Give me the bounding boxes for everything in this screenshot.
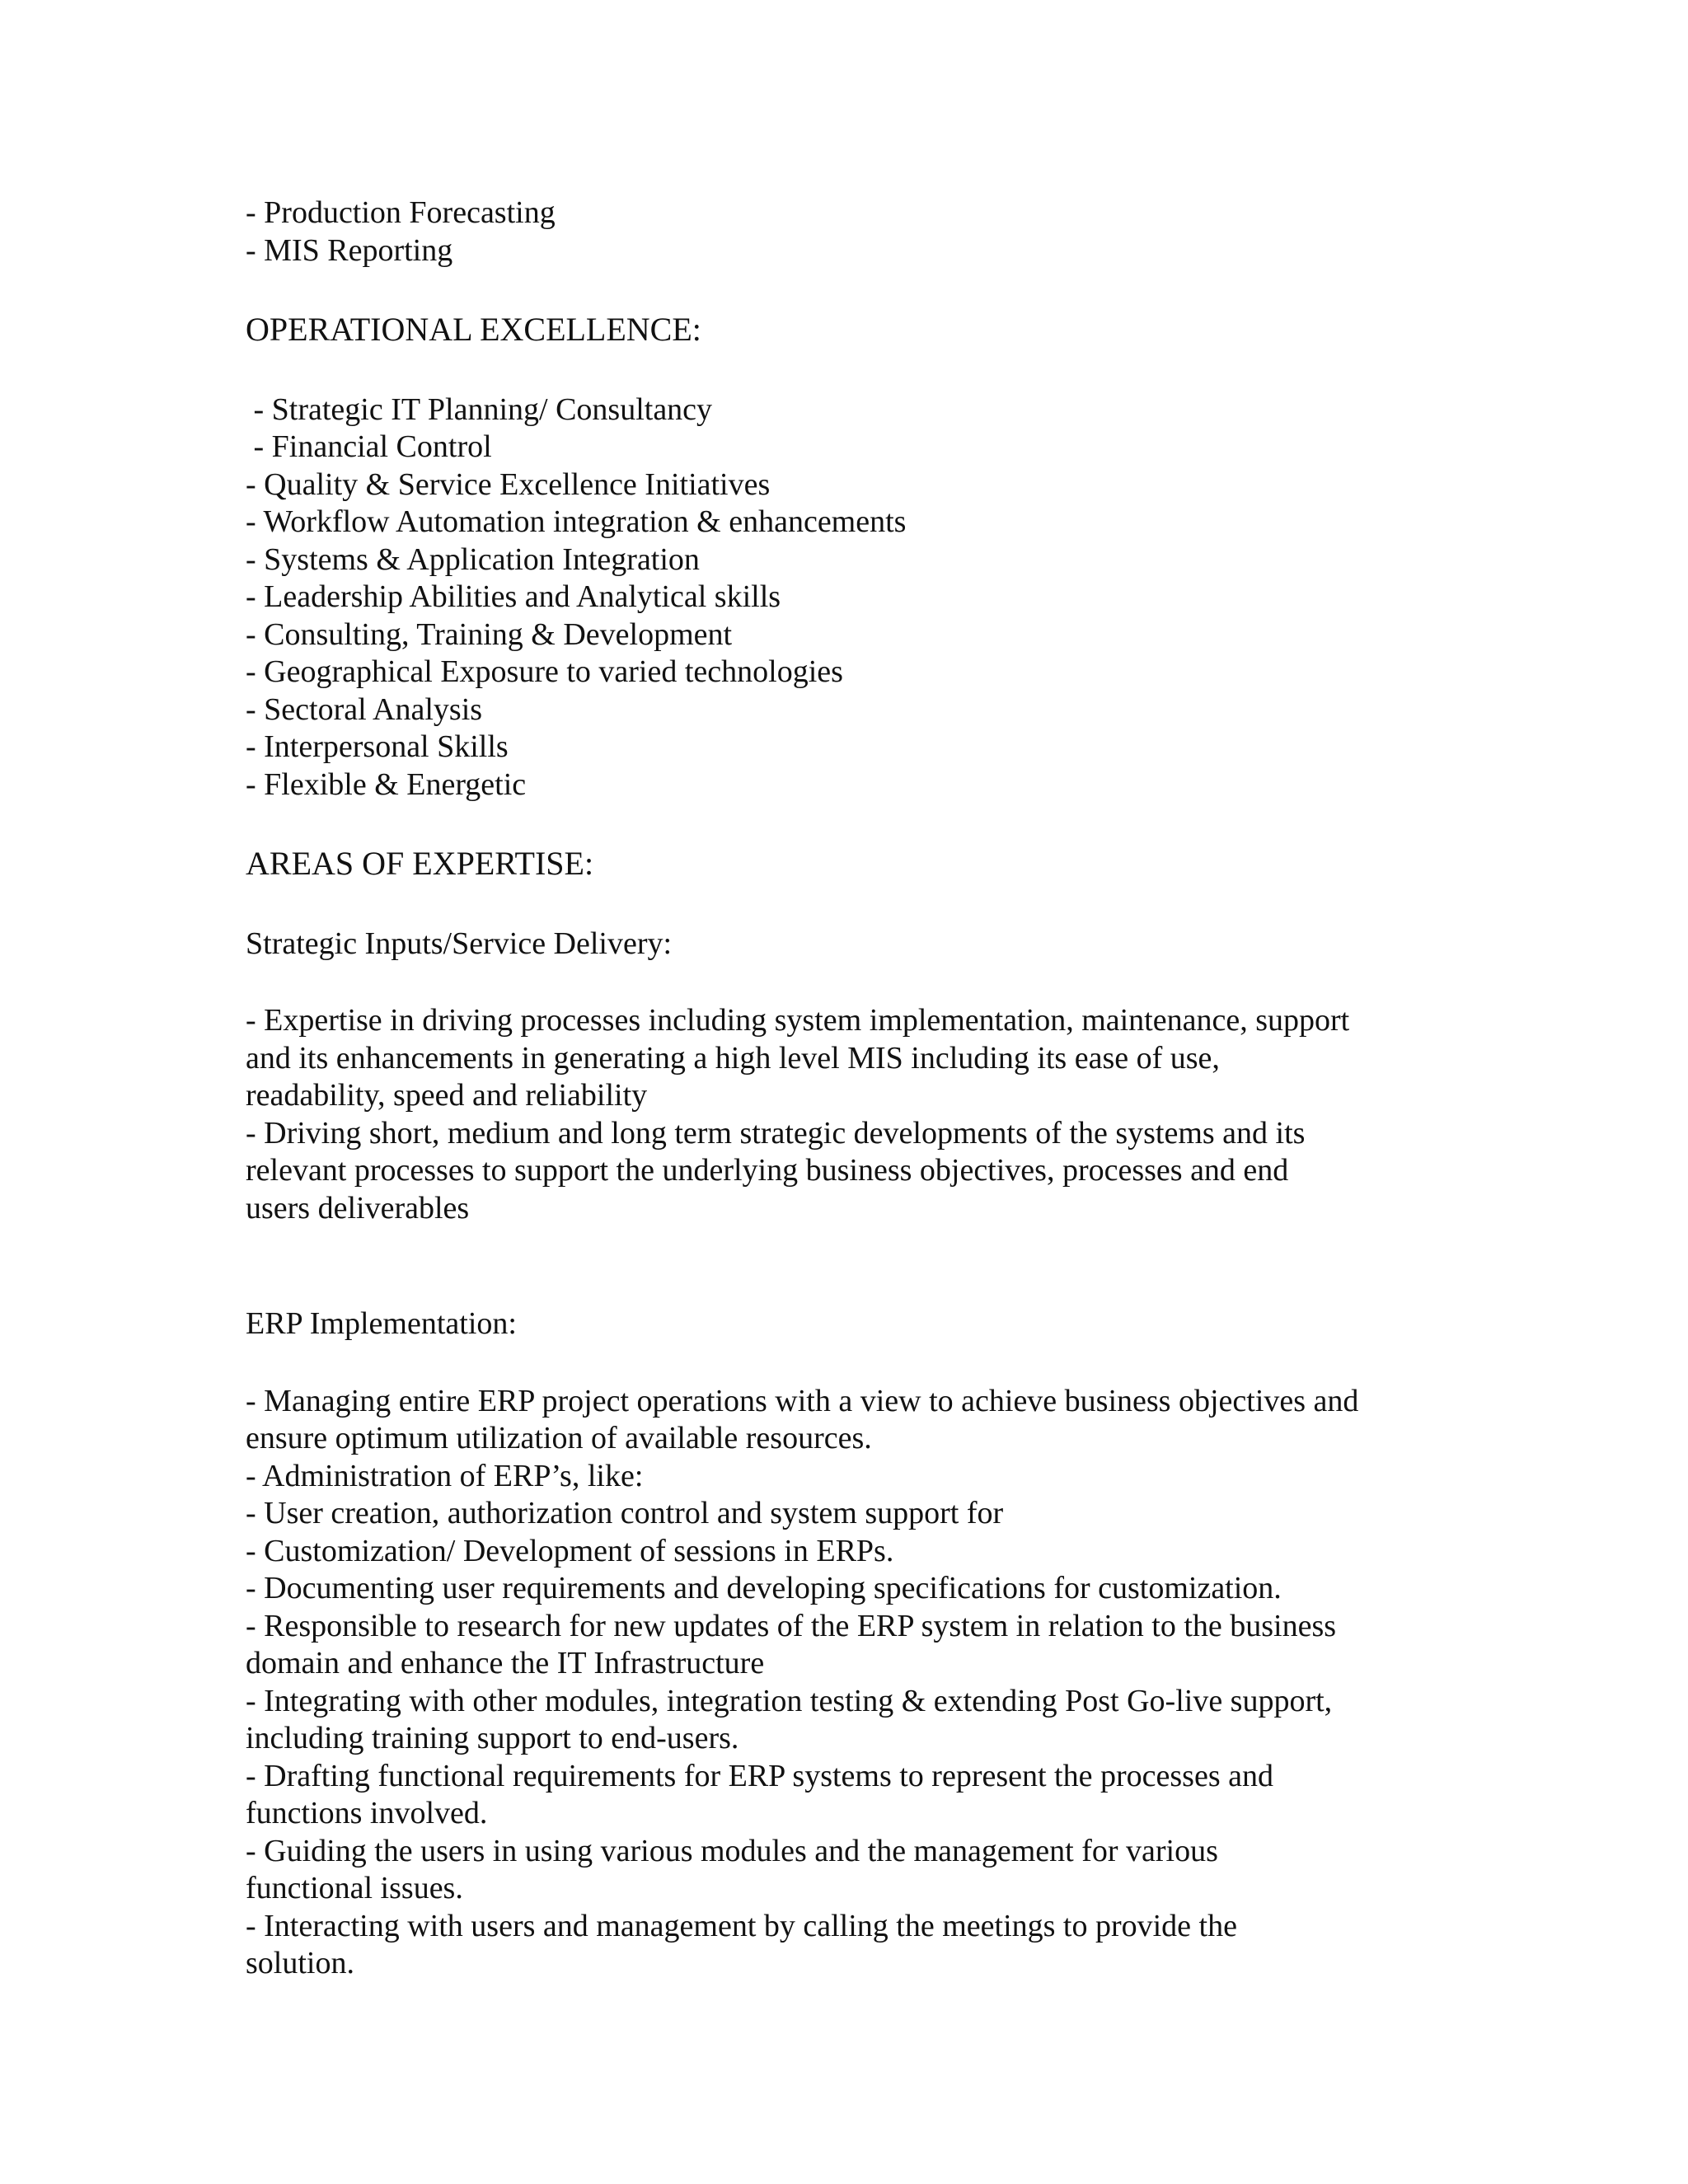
list-item: - Interpersonal Skills [246,729,509,764]
paragraph-line: - Integrating with other modules, integration testing & extending Post Go-live support, [246,1683,1333,1718]
paragraph-line: functional issues. [246,1871,463,1905]
paragraph-line: - Guiding the users in using various modules and the management for various [246,1833,1218,1868]
document-content [246,194,1457,1983]
paragraph-line: functions involved. [246,1796,488,1830]
paragraph-line: and its enhancements in generating a high level MIS including its ease of use, [246,1040,1220,1076]
list-item: - Production Forecasting [246,195,556,230]
paragraph-line: ensure optimum utilization of available resources. [246,1421,872,1455]
erp-implementation-paragraph [246,1383,1457,1983]
list-item: - Leadership Abilities and Analytical skills [246,579,781,614]
list-item: - Sectoral Analysis [246,691,483,727]
list-item: - Flexible & Energetic [246,766,527,802]
paragraph-line: - Documenting user requirements and developing specifications for customization. [246,1571,1282,1605]
paragraph-line: - Administration of ERP’s, like: [246,1458,644,1493]
paragraph-line: - Interacting with users and management by calling the meetings to provide the [246,1908,1237,1943]
paragraph-line: - Drafting functional requirements for ERP systems to represent the processes and [246,1758,1273,1793]
section-heading-operational-excellence: OPERATIONAL EXCELLENCE: [246,311,701,348]
operational-excellence-list [246,391,1457,804]
paragraph-line: relevant processes to support the underlying business objectives, processes and end [246,1153,1289,1188]
paragraph-line: - User creation, authorization control and system support for [246,1496,1004,1530]
paragraph-line: - Expertise in driving processes including system implementation, maintenance, support [246,1003,1350,1038]
list-item: - Geographical Exposure to varied technologies [246,654,843,689]
list-item: - Financial Control [246,429,492,464]
paragraph-line: - Managing entire ERP project operations with a view to achieve business objectives and [246,1383,1359,1418]
intro-list [246,194,1457,269]
list-item: - Quality & Service Excellence Initiatives [246,466,771,502]
subheading-strategic-inputs: Strategic Inputs/Service Delivery: [246,926,673,961]
paragraph-line: - Responsible to research for new updates of the ERP system in relation to the business [246,1608,1337,1643]
paragraph-line: readability, speed and reliability [246,1078,648,1113]
paragraph-line: - Driving short, medium and long term strategic developments of the systems and its [246,1115,1306,1151]
subheading-erp-implementation: ERP Implementation: [246,1306,517,1341]
paragraph-line: domain and enhance the IT Infrastructure [246,1646,765,1680]
strategic-inputs-paragraph [246,1002,1457,1227]
list-item: - Strategic IT Planning/ Consultancy [246,391,713,427]
paragraph-line: users deliverables [246,1190,470,1226]
paragraph-line: solution. [246,1946,354,1980]
list-item: - MIS Reporting [246,232,453,268]
section-heading-areas-of-expertise: AREAS OF EXPERTISE: [246,845,594,882]
list-item: - Systems & Application Integration [246,541,700,577]
paragraph-line: - Customization/ Development of sessions in ERPs. [246,1533,894,1568]
list-item: - Consulting, Training & Development [246,616,733,652]
list-item: - Workflow Automation integration & enhancements [246,504,907,539]
paragraph-line: including training support to end-users. [246,1721,739,1755]
